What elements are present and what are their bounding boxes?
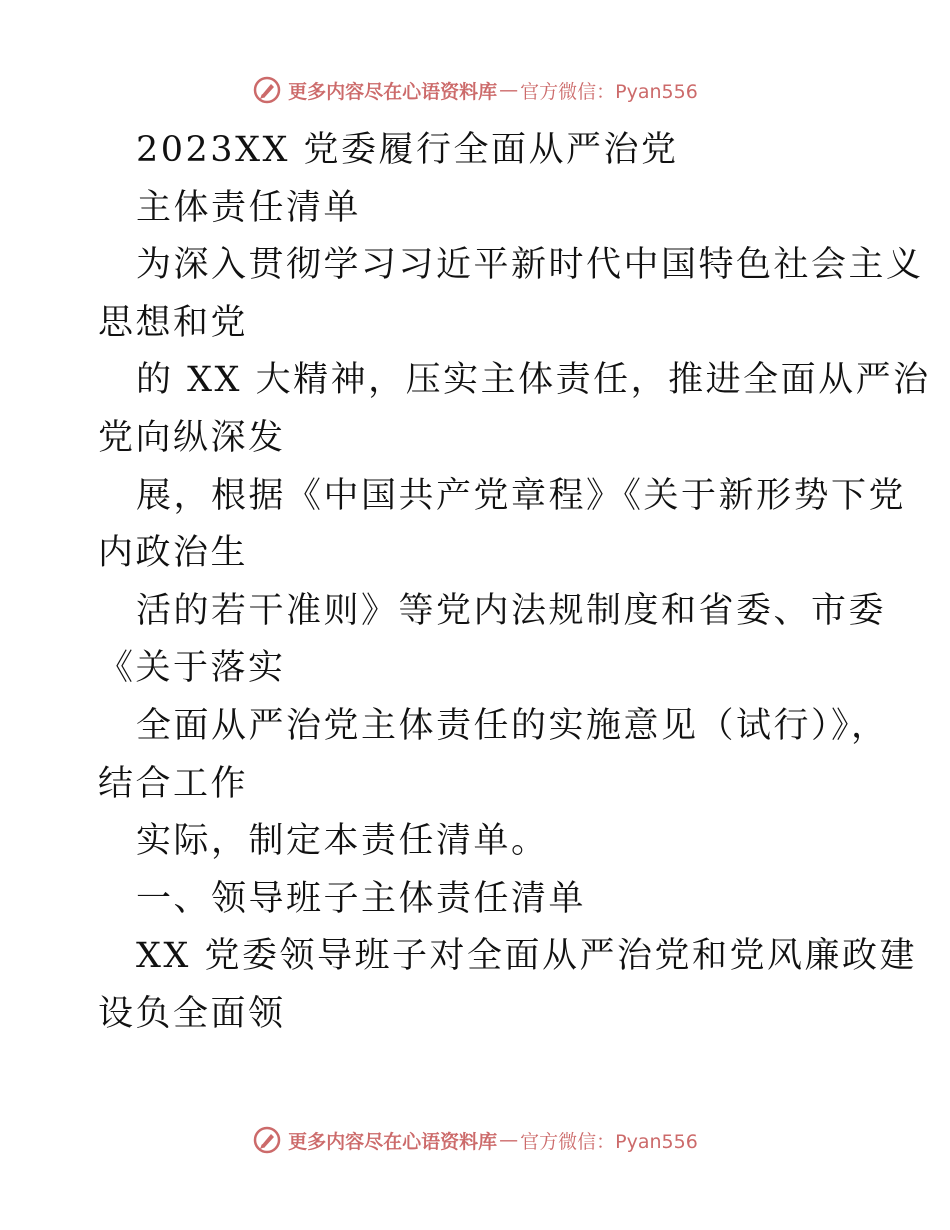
document-line: 2023XX 党委履行全面从严治党 xyxy=(136,130,679,170)
header-watermark xyxy=(0,72,950,108)
document-line: XX 党委领导班子对全面从严治党和党风廉政建 xyxy=(136,936,917,977)
watermark-account-text: 官方微信：Pyan556 xyxy=(520,80,698,103)
document-line: 思想和党 xyxy=(98,302,249,343)
document-line: 结合工作 xyxy=(98,763,249,804)
document-line: 实际，制定本责任清单。 xyxy=(136,821,549,862)
pen-nib-logo-icon xyxy=(252,75,282,105)
document-line: 全面从严治党主体责任的实施意见（试行）》， xyxy=(136,705,889,746)
document-line: 主体责任清单 xyxy=(136,187,362,228)
footer-watermark xyxy=(0,1122,950,1158)
document-line: 内政治生 xyxy=(98,533,249,574)
document-line: 展，根据《中国共产党章程》《关于新形势下党 xyxy=(136,475,907,516)
document-line: 活的若干准则》等党内法规制度和省委、市委 xyxy=(136,590,887,631)
document-body xyxy=(98,122,931,1044)
watermark-separator: — xyxy=(499,79,519,101)
watermark-account-text: 官方微信：Pyan556 xyxy=(520,1130,698,1153)
watermark-separator: — xyxy=(499,1129,519,1151)
pen-nib-logo-icon xyxy=(252,1125,282,1155)
document-line: 的 XX 大精神，压实主体责任，推进全面从严治 xyxy=(136,360,931,401)
document-line: 为深入贯彻学习习近平新时代中国特色社会主义 xyxy=(136,245,924,286)
document-line: 党向纵深发 xyxy=(98,417,286,458)
document-line: 《关于落实 xyxy=(98,648,286,689)
document-line: 设负全面领 xyxy=(98,993,286,1034)
document-line: 一、领导班子主体责任清单 xyxy=(136,878,587,919)
watermark-site-text: 更多内容尽在心语资料库 xyxy=(288,80,498,103)
watermark-site-text: 更多内容尽在心语资料库 xyxy=(288,1130,498,1153)
